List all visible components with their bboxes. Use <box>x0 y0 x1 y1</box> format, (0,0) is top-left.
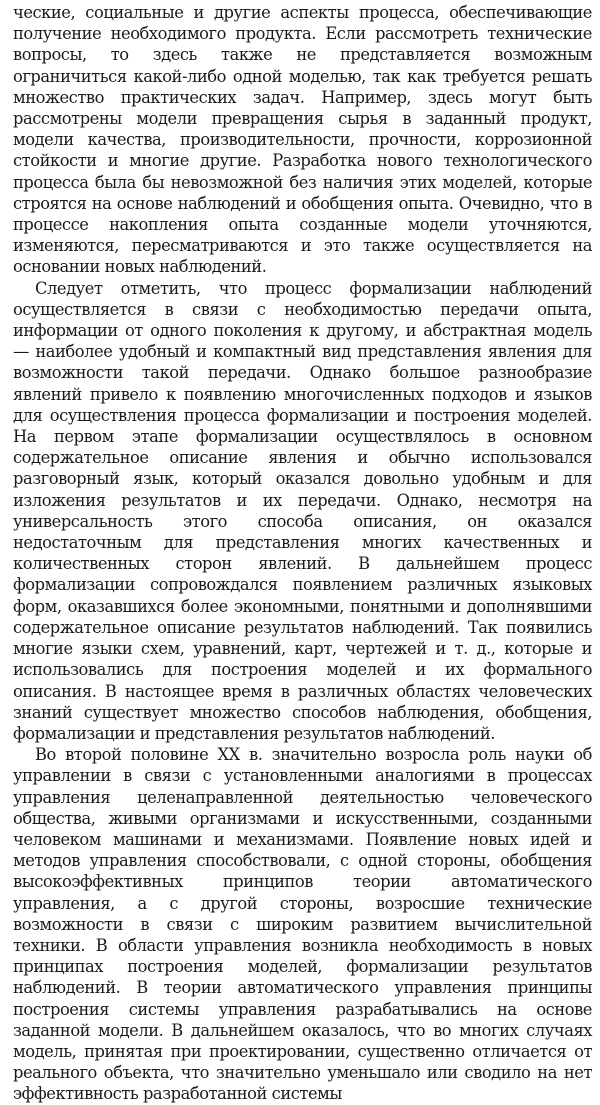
paragraph-3: Во второй половине XX в. значительно возросла роль науки об управлении в связи с установленными аналогиями в процессах управления целенаправленной деятельностью человеческого общества, живыми организмами и искусственными, созданными человеком машинами и механизмами. Появление новых идей и методов управления способствовали, с одной стороны, обобщения высокоэффективных принципов теории автоматического управления, а с другой стороны, возросшие технические возможности в связи с широким развитием вычислительной техники. В области управления возникла необходимость в новых принципах построения моделей, формализации результатов наблюдений. В теории автоматического управления принципы построения системы управления разрабатывались на основе заданной модели. В дальнейшем оказалось, что во многих случаях модель, принятая при проектировании, существенно отличается от реального объекта, что значительно уменьшало или сводило на нет эффективность разработанной системы <box>13 745 592 1104</box>
paragraph-1: ческие, социальные и другие аспекты процесса, обеспечивающие получение необходимого продукта. Если рассмотреть технические вопросы, то здесь также не представляется возможным ограничиться какой-либо одной моделью, так как требуется решать множество практических задач. Например, здесь могут быть рассмотрены модели превращения сырья в заданный продукт, модели качества, производительности, прочности, коррозионной стойкости и многие другие. Разработка нового технологического процесса была бы невозможной без наличия этих моделей, которые строятся на основе наблюдений и обобщения опыта. Очевидно, что в процессе накопления опыта созданные модели уточняются, изменяются, пересматриваются и это также осуществляется на основании новых наблюдений. <box>13 3 592 277</box>
paragraph-2: Следует отметить, что процесс формализации наблюдений осуществляется в связи с необходимостью передачи опыта, информации от одного поколения к другому, и абстрактная модель — наиболее удобный и компактный вид представления явления для возможности такой передачи. Однако большое разнообразие явлений привело к появлению многочисленных подходов и языков для осуществления процесса формализации и построения моделей. На первом этапе формализации осуществлялось в основном содержательное описание явления и обычно использовался разговорный язык, который оказался довольно удобным и для изложения результатов и их передачи. Однако, несмотря на универсальность этого способа описания, он оказался недостаточным для представления многих качественных и количественных сторон явлений. В дальнейшем процесс формализации сопровождался появлением различных языковых форм, оказавшихся более экономными, понятными и дополнявшими содержательное описание результатов наблюдений. Так появились многие языки схем, уравнений, карт, чертежей и т. д., которые и использовались для построения моделей и их формального описания. В настоящее время в различных областях человеческих знаний существует множество способов наблюдения, обобщения, формализации и представления результатов наблюдений. <box>13 278 592 743</box>
